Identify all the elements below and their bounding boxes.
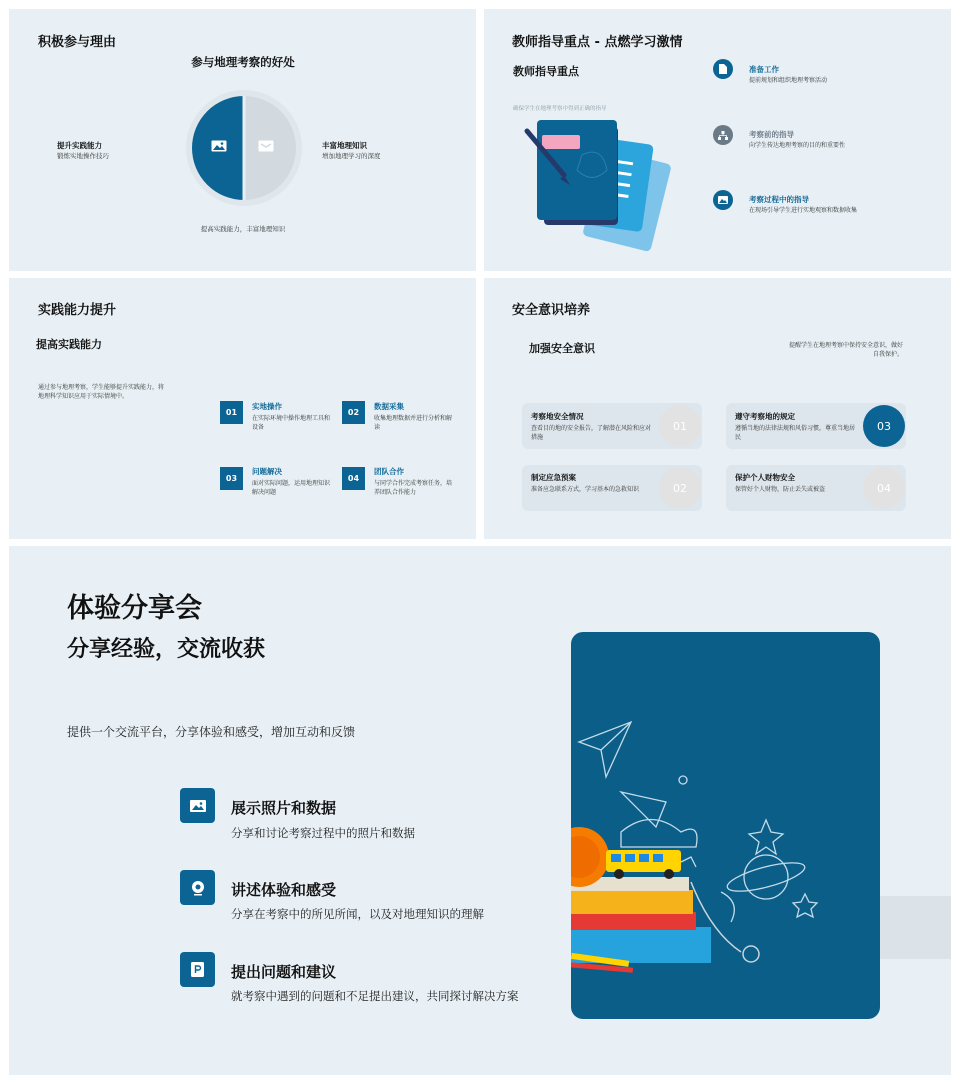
slide-title: 积极参与理由 xyxy=(38,35,117,50)
slide-title: 实践能力提升 xyxy=(38,303,117,318)
share-icon-box xyxy=(180,952,215,987)
share-item-title: 讲述体验和感受 xyxy=(231,881,337,899)
bottom-caption: 提高实践能力，丰富地理知识 xyxy=(200,225,286,233)
safety-item-title: 制定应急预案 xyxy=(531,473,576,482)
safety-item-desc: 查看目的地的安全报告，了解潜在风险和应对措施 xyxy=(531,425,652,441)
sitemap-icon xyxy=(713,125,733,145)
documents-illustration xyxy=(522,115,677,255)
slide-title: 体验分享会 xyxy=(67,593,202,624)
slide-practice xyxy=(9,278,476,539)
share-item-title: 展示照片和数据 xyxy=(231,799,337,817)
parking-icon xyxy=(191,962,204,977)
guide-item-desc: 在现场引导学生进行实地观察和数据收集 xyxy=(749,207,858,214)
number-circle: 03 xyxy=(863,405,905,447)
slide-safety xyxy=(484,278,951,539)
right-label-title: 丰富地理知识 xyxy=(322,141,367,150)
number-badge: 03 xyxy=(220,467,243,490)
number-badge: 01 xyxy=(220,401,243,424)
practice-item-title: 数据采集 xyxy=(374,402,404,411)
caption: 确保学生在地理考察中得到正确的指导 xyxy=(513,106,607,112)
practice-item-desc: 收集地理数据并进行分析和解读 xyxy=(374,415,453,431)
guide-item-title: 考察前的指导 xyxy=(749,130,794,139)
guide-item-title: 准备工作 xyxy=(749,65,779,74)
slide-sharing xyxy=(9,546,951,1075)
number-badge: 04 xyxy=(342,467,365,490)
slide-title: 安全意识培养 xyxy=(512,303,591,318)
safety-item-desc: 遵循当地的法律法规和风俗习惯，尊重当地居民 xyxy=(735,425,856,441)
number-circle: 02 xyxy=(659,467,701,509)
share-item-desc: 分享在考察中的所见所闻，以及对地理知识的理解 xyxy=(231,907,484,921)
practice-item-title: 问题解决 xyxy=(252,467,282,476)
image-icon xyxy=(713,190,733,210)
slide-teacher-guidance xyxy=(484,9,951,271)
left-label-title: 提升实践能力 xyxy=(57,141,102,150)
right-label-desc: 增加地理学习的深度 xyxy=(322,152,381,160)
guide-item-desc: 提前规划和组织地理考察活动 xyxy=(749,77,828,84)
practice-item-desc: 与同学合作完成考察任务，培养团队合作能力 xyxy=(374,480,453,496)
image-icon xyxy=(190,800,206,812)
safety-item-title: 遵守考察地的规定 xyxy=(735,412,795,421)
practice-item-desc: 在实际环境中操作地理工具和设备 xyxy=(252,415,331,431)
school-supplies-photo xyxy=(571,632,880,1019)
safety-item-title: 保护个人财物安全 xyxy=(735,473,795,482)
document-icon xyxy=(713,59,733,79)
book-icon xyxy=(258,140,274,152)
number-circle: 04 xyxy=(863,467,905,509)
share-item-title: 提出问题和建议 xyxy=(231,963,337,981)
slide-subtitle: 提高实践能力 xyxy=(36,338,102,351)
slide-reasons xyxy=(9,9,476,271)
share-item-desc: 分享和讨论考察过程中的照片和数据 xyxy=(231,826,415,840)
safety-item-title: 考察地安全情况 xyxy=(531,412,584,421)
decorative-band xyxy=(879,896,951,959)
slide-subtitle: 分享经验，交流收获 xyxy=(67,637,266,662)
slide-title: 教师指导重点 - 点燃学习激情 xyxy=(512,35,683,50)
number-badge: 02 xyxy=(342,401,365,424)
pie-chart xyxy=(183,87,305,209)
number-circle: 01 xyxy=(659,405,701,447)
practice-item-title: 实地操作 xyxy=(252,402,282,411)
share-icon-box xyxy=(180,870,215,905)
pie-title: 参与地理考察的好处 xyxy=(191,55,295,69)
guide-item-title: 考察过程中的指导 xyxy=(749,195,809,204)
description: 提供一个交流平台，分享体验和感受，增加互动和反馈 xyxy=(67,725,356,739)
left-label-desc: 锻炼实地操作技巧 xyxy=(57,152,109,160)
location-icon xyxy=(191,880,205,896)
guide-item-desc: 向学生传达地理考察的目的和重要性 xyxy=(749,142,846,149)
intro-text: 通过参与地理考察，学生能够提升实践能力，将地理科学知识应用于实际情境中。 xyxy=(38,384,165,400)
image-icon xyxy=(211,140,227,152)
safety-item-desc: 保管好个人财物，防止丢失或被盗 xyxy=(735,486,826,493)
share-item-desc: 就考察中遇到的问题和不足提出建议，共同探讨解决方案 xyxy=(231,989,519,1003)
share-icon-box xyxy=(180,788,215,823)
note-text: 提醒学生在地理考察中保持安全意识，做好自我保护。 xyxy=(788,342,903,358)
slide-subtitle: 教师指导重点 xyxy=(513,65,579,78)
safety-item-desc: 准备应急联系方式，学习基本的急救知识 xyxy=(531,486,640,493)
practice-item-title: 团队合作 xyxy=(374,467,404,476)
practice-item-desc: 面对实际问题，运用地理知识解决问题 xyxy=(252,480,331,496)
slide-subtitle: 加强安全意识 xyxy=(529,342,595,355)
